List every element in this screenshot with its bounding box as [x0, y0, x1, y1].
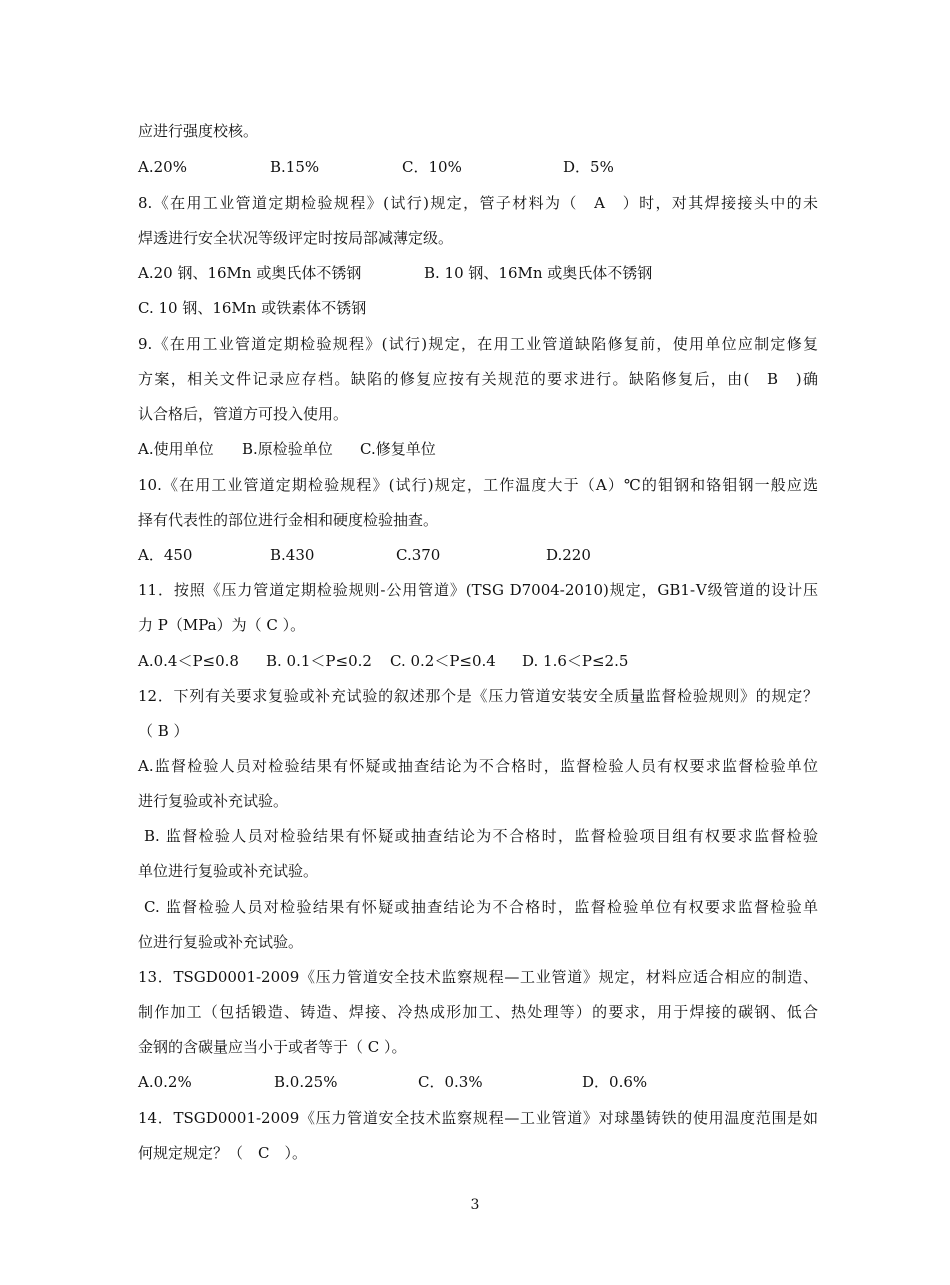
question-10-text: 10.《在用工业管道定期检验规程》(试行)规定，工作温度大于（A）℃的钼钢和铬钼钢一般应选 — [138, 476, 818, 494]
text-line: 应进行强度校核。 — [138, 122, 259, 140]
text-line: 制作加工（包括锻造、铸造、焊接、冷热成形加工、热处理等）的要求，用于焊接的碳钢、低合 — [138, 1003, 818, 1021]
text-line: 择有代表性的部位进行金相和硬度检验抽查。 — [138, 511, 439, 529]
text-line: 单位进行复验或补充试验。 — [138, 862, 319, 880]
option-b: B.0.25% — [274, 1073, 338, 1091]
option-d: D．5% — [563, 158, 614, 176]
option-d: D. 1.6＜P≤2.5 — [522, 652, 629, 670]
option-a: A.0.2% — [138, 1073, 192, 1091]
question-8-text: 8.《在用工业管道定期检验规程》(试行)规定，管子材料为（ A ）时，对其焊接接头中的未 — [138, 194, 818, 212]
option-a: A．450 — [138, 546, 193, 564]
option-a: A.使用单位 — [138, 440, 214, 458]
option-a: A.20 钢、16Mn 或奥氏体不锈钢 — [138, 264, 362, 282]
text-line: 位进行复验或补充试验。 — [138, 933, 304, 951]
option-b: B.430 — [270, 546, 315, 564]
text-line: 进行复验或补充试验。 — [138, 792, 289, 810]
option-c: C. 0.2＜P≤0.4 — [390, 652, 496, 670]
option-d: D.220 — [546, 546, 591, 564]
option-c: C.修复单位 — [360, 440, 436, 458]
option-a: A.0.4＜P≤0.8 — [138, 652, 239, 670]
page-number: 3 — [470, 1197, 480, 1213]
question-14-text: 14．TSGD0001-2009《压力管道安全技术监察规程—工业管道》对球墨铸铁的使用温度范围是如 — [138, 1109, 818, 1127]
question-13-text: 13．TSGD0001-2009《压力管道安全技术监察规程—工业管道》规定，材料应适合相应的制造、 — [138, 968, 818, 986]
option-c: C. 监督检验人员对检验结果有怀疑或抽查结论为不合格时，监督检验单位有权要求监督检验单 — [144, 898, 818, 916]
option-b: B. 0.1＜P≤0.2 — [266, 652, 372, 670]
option-c: C．10% — [402, 158, 462, 176]
option-a: A.20% — [138, 158, 187, 176]
text-line: 认合格后，管道方可投入使用。 — [138, 405, 349, 423]
text-line: 何规定规定？（ C ）。 — [138, 1144, 307, 1162]
option-b: B.15% — [270, 158, 320, 176]
question-12-text: 12．下列有关要求复验或补充试验的叙述那个是《压力管道安装安全质量监督检验规则》的规定？ — [138, 687, 818, 705]
text-line: 金钢的含碳量应当小于或者等于（ C ）。 — [138, 1038, 407, 1056]
option-c: C．0.3% — [418, 1073, 483, 1091]
text-line: 方案，相关文件记录应存档。缺陷的修复应按有关规范的要求进行。缺陷修复后，由( B )确 — [138, 370, 818, 388]
option-c: C. 10 钢、16Mn 或铁素体不锈钢 — [138, 299, 367, 317]
question-9-text: 9.《在用工业管道定期检验规程》(试行)规定，在用工业管道缺陷修复前，使用单位应制定修复 — [138, 335, 818, 353]
option-a: A.监督检验人员对检验结果有怀疑或抽查结论为不合格时，监督检验人员有权要求监督检验单位 — [138, 757, 818, 775]
option-b: B.原检验单位 — [242, 440, 333, 458]
text-line: 焊透进行安全状况等级评定时按局部减薄定级。 — [138, 229, 454, 247]
option-b: B. 监督检验人员对检验结果有怀疑或抽查结论为不合格时，监督检验项目组有权要求监督检验 — [144, 827, 818, 845]
option-c: C.370 — [396, 546, 441, 564]
answer-line: （ B ） — [138, 722, 189, 740]
option-d: D．0.6% — [582, 1073, 648, 1091]
text-line: 力 P（MPa）为（ C ）。 — [138, 616, 306, 634]
question-11-text: 11．按照《压力管道定期检验规则-公用管道》(TSG D7004-2010)规定，GB1-Ⅴ级管道的设计压 — [138, 581, 818, 599]
option-b: B. 10 钢、16Mn 或奥氏体不锈钢 — [424, 264, 653, 282]
